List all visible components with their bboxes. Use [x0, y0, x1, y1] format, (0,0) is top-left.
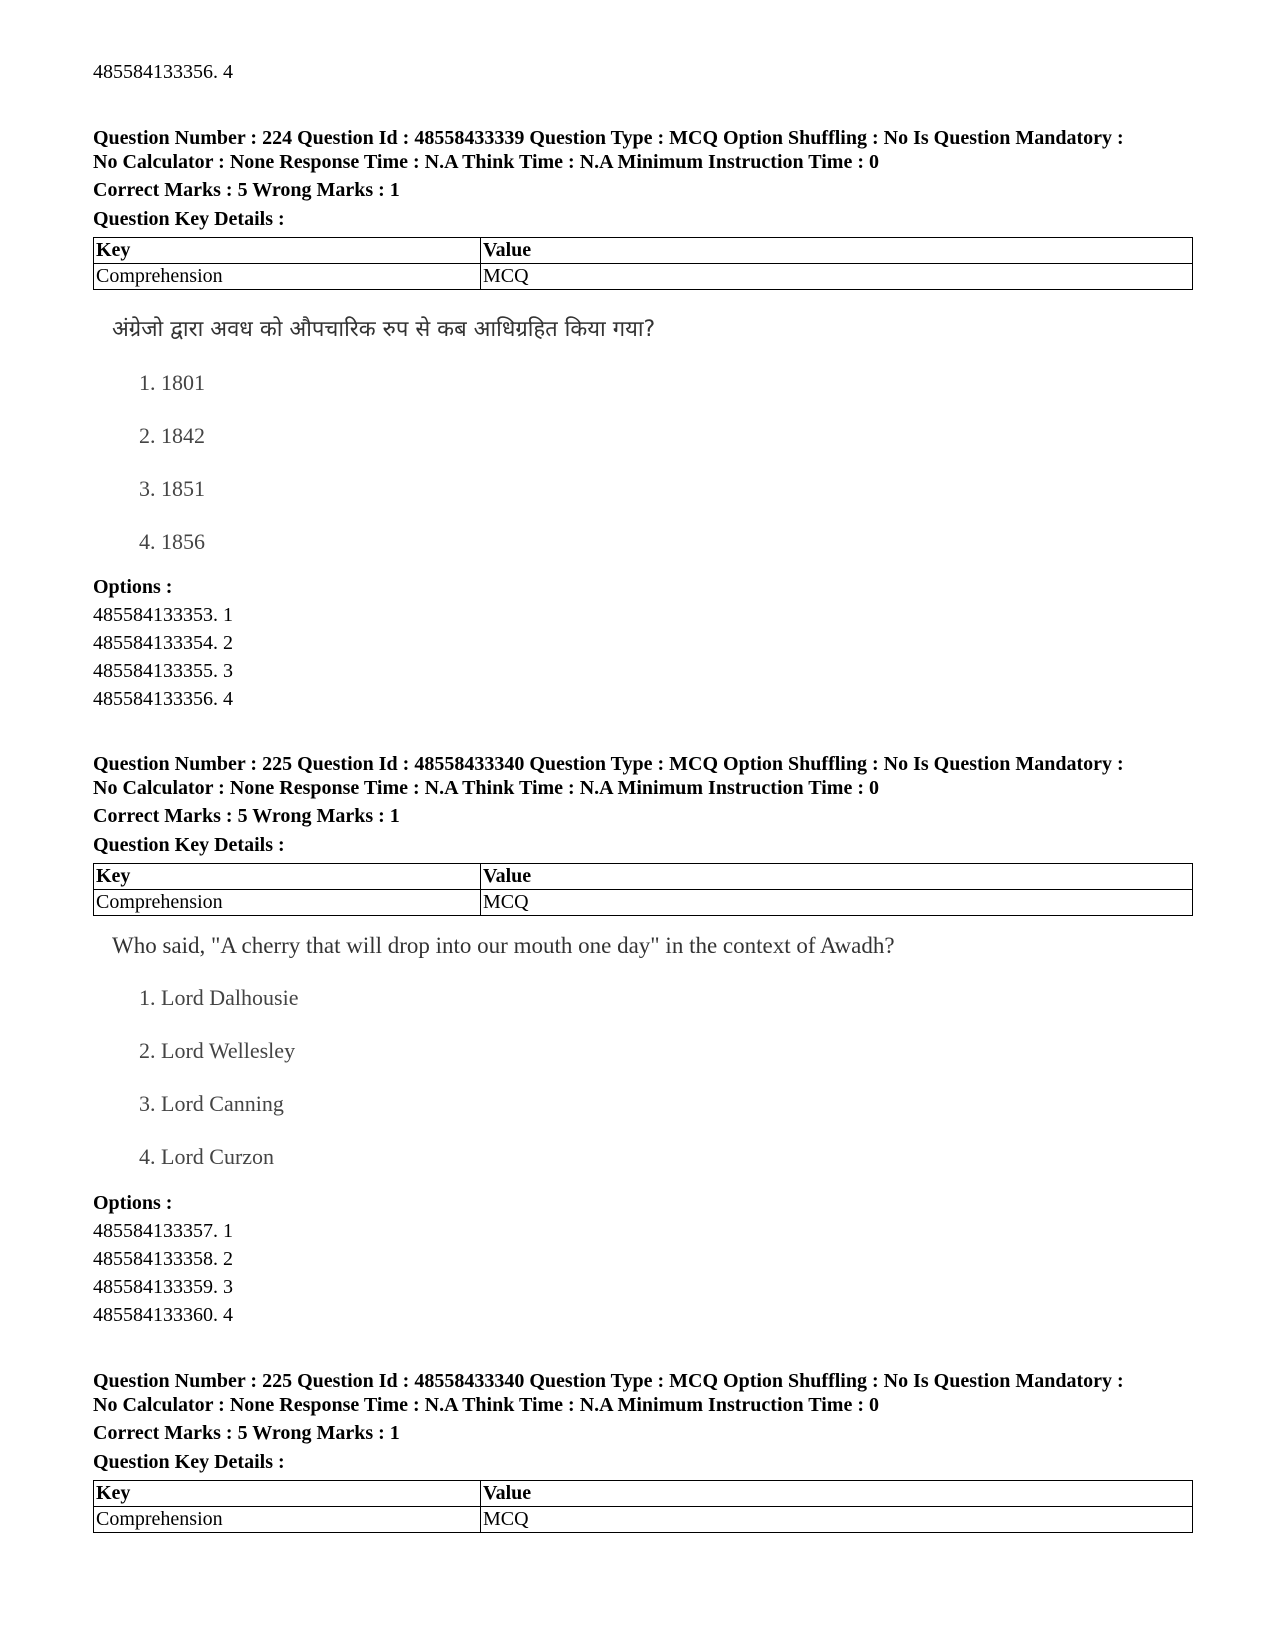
option-id-line: 485584133355. 3	[93, 660, 233, 682]
table-header-value: Value	[481, 1481, 1193, 1507]
option-id-line: 485584133359. 3	[93, 1276, 233, 1298]
table-row	[94, 1507, 1193, 1533]
table-header-key: Key	[94, 238, 481, 264]
option-id-line: 485584133357. 1	[93, 1220, 233, 1242]
table-cell-value: MCQ	[481, 890, 1193, 916]
choice-4: 4. Lord Curzon	[139, 1144, 275, 1169]
key-details-label: Question Key Details :	[93, 1451, 285, 1473]
choice-4: 4. 1856	[139, 529, 205, 554]
table-cell-value: MCQ	[481, 264, 1193, 290]
table-cell-key: Comprehension	[94, 264, 481, 290]
options-label: Options :	[93, 576, 173, 598]
key-details-table	[93, 1480, 1193, 1533]
marks-line: Correct Marks : 5 Wrong Marks : 1	[93, 805, 400, 827]
question-header-line1: Question Number : 225 Question Id : 48558433340 Question Type : MCQ Option Shuffling : No Is Question Mandatory :	[93, 1370, 1124, 1392]
question-header-line1: Question Number : 224 Question Id : 48558433339 Question Type : MCQ Option Shuffling : No Is Question Mandatory :	[93, 127, 1124, 149]
marks-line: Correct Marks : 5 Wrong Marks : 1	[93, 179, 400, 201]
table-header-value: Value	[481, 864, 1193, 890]
table-header-key: Key	[94, 1481, 481, 1507]
choice-1: 1. 1801	[139, 370, 205, 395]
choice-1: 1. Lord Dalhousie	[139, 985, 299, 1010]
choice-2: 2. 1842	[139, 423, 205, 448]
option-id-line: 485584133356. 4	[93, 688, 233, 710]
question-header-line2: No Calculator : None Response Time : N.A Think Time : N.A Minimum Instruction Time : 0	[93, 1394, 879, 1416]
table-header-row	[94, 238, 1193, 264]
question-header-line2: No Calculator : None Response Time : N.A Think Time : N.A Minimum Instruction Time : 0	[93, 777, 879, 799]
table-cell-key: Comprehension	[94, 890, 481, 916]
key-details-table	[93, 863, 1193, 916]
question-text: अंग्रेजो द्वारा अवध को औपचारिक रुप से कब आधिग्रहित किया गया?	[112, 317, 656, 342]
choice-3: 3. Lord Canning	[139, 1091, 284, 1116]
prev-option-line: 485584133356. 4	[93, 61, 233, 83]
key-details-label: Question Key Details :	[93, 208, 285, 230]
table-header-row	[94, 864, 1193, 890]
option-id-line: 485584133360. 4	[93, 1304, 233, 1326]
key-details-table	[93, 237, 1193, 290]
table-row	[94, 264, 1193, 290]
question-header-line2: No Calculator : None Response Time : N.A Think Time : N.A Minimum Instruction Time : 0	[93, 151, 879, 173]
table-header-row	[94, 1481, 1193, 1507]
choice-2: 2. Lord Wellesley	[139, 1038, 296, 1063]
table-header-value: Value	[481, 238, 1193, 264]
marks-line: Correct Marks : 5 Wrong Marks : 1	[93, 1422, 400, 1444]
options-label: Options :	[93, 1192, 173, 1214]
table-row	[94, 890, 1193, 916]
question-header-line1: Question Number : 225 Question Id : 48558433340 Question Type : MCQ Option Shuffling : No Is Question Mandatory :	[93, 753, 1124, 775]
choice-3: 3. 1851	[139, 476, 205, 501]
table-cell-value: MCQ	[481, 1507, 1193, 1533]
table-cell-key: Comprehension	[94, 1507, 481, 1533]
option-id-line: 485584133358. 2	[93, 1248, 233, 1270]
question-text: Who said, "A cherry that will drop into our mouth one day" in the context of Awadh?	[112, 933, 895, 958]
table-header-key: Key	[94, 864, 481, 890]
option-id-line: 485584133354. 2	[93, 632, 233, 654]
key-details-label: Question Key Details :	[93, 834, 285, 856]
option-id-line: 485584133353. 1	[93, 604, 233, 626]
